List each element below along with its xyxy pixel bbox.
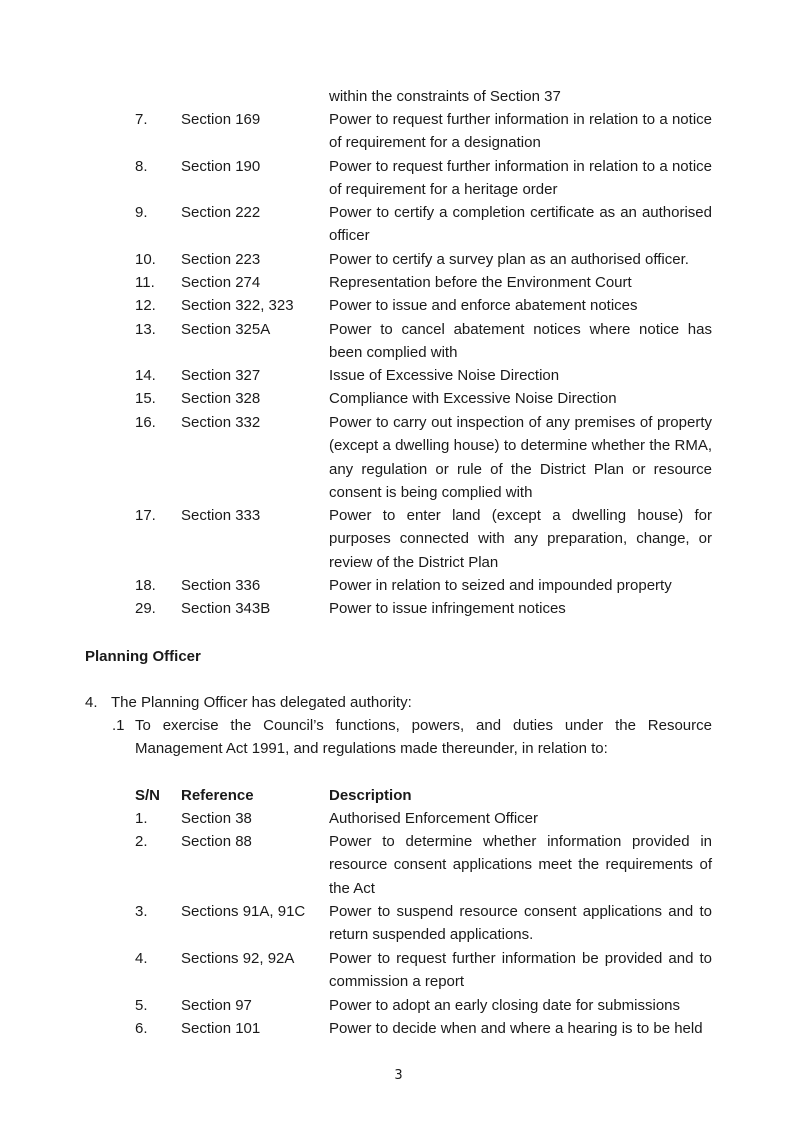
header-description: Description: [329, 787, 412, 804]
row-description: Power to determine whether information provided in resource consent applications meet the requirements of the Act: [329, 833, 712, 897]
row-description: Compliance with Excessive Noise Direction: [329, 390, 617, 407]
header-sn: S/N: [135, 787, 161, 804]
row-description: Power to decide when and where a hearing is to be held: [329, 1020, 703, 1037]
paragraph-text: The Planning Officer has delegated authority:: [111, 694, 412, 711]
row-reference: Section 190: [181, 158, 261, 175]
row-description: Representation before the Environment Court: [329, 274, 632, 291]
row-reference: Section 336: [181, 577, 261, 594]
page-number: 3: [394, 1068, 403, 1083]
row-description: Power in relation to seized and impounded property: [329, 577, 672, 594]
row-description: Power to request further information in relation to a notice of requirement for a designation: [329, 111, 712, 152]
row-number: 29.: [135, 600, 156, 617]
section-heading: Planning Officer: [85, 648, 201, 665]
row-number: 9.: [135, 204, 148, 221]
row-number: 15.: [135, 390, 156, 407]
row-reference: Section 328: [181, 390, 261, 407]
row-reference: Section 322, 323: [181, 297, 294, 314]
row-description: Issue of Excessive Noise Direction: [329, 367, 560, 384]
row-reference: Sections 91A, 91C: [181, 903, 306, 920]
row-reference: Section 222: [181, 204, 261, 221]
row-number: 16.: [135, 414, 156, 431]
header-reference: Reference: [181, 787, 254, 804]
row-description: Power to request further information be provided and to commission a report: [329, 950, 712, 991]
row-number: 8.: [135, 158, 148, 175]
row-description: Power to enter land (except a dwelling house) for purposes connected with any preparation, change, or review of the District Plan: [329, 507, 712, 571]
row-description: within the constraints of Section 37: [329, 88, 561, 105]
row-description: Power to suspend resource consent applications and to return suspended applications.: [329, 903, 712, 944]
row-reference: Section 169: [181, 111, 261, 128]
row-description: Power to cancel abatement notices where notice has been complied with: [329, 321, 712, 362]
row-number: 7.: [135, 111, 148, 128]
row-description: Power to request further information in relation to a notice of requirement for a heritage order: [329, 158, 712, 199]
row-reference: Section 333: [181, 507, 261, 524]
row-reference: Section 38: [181, 810, 252, 827]
row-number: 11.: [135, 274, 155, 291]
row-description: Power to issue infringement notices: [329, 600, 566, 617]
row-number: 6.: [135, 1020, 148, 1037]
sub-paragraph-number: .1: [112, 717, 125, 734]
row-reference: Section 97: [181, 997, 252, 1014]
row-number: 5.: [135, 997, 148, 1014]
row-number: 14.: [135, 367, 156, 384]
row-number: 1.: [135, 810, 148, 827]
row-reference: Sections 92, 92A: [181, 950, 295, 967]
row-number: 4.: [135, 950, 148, 967]
row-reference: Section 343B: [181, 600, 271, 617]
sub-paragraph-text: To exercise the Council’s functions, powers, and duties under the Resource Management Act 1991, and regulations made thereunder, in relation to:: [135, 717, 712, 758]
row-reference: Section 223: [181, 251, 261, 268]
paragraph-number: 4.: [85, 694, 98, 711]
row-description: Power to certify a completion certificate as an authorised officer: [329, 204, 712, 245]
row-reference: Section 332: [181, 414, 261, 431]
row-description: Power to certify a survey plan as an authorised officer.: [329, 251, 689, 268]
row-number: 12.: [135, 297, 156, 314]
row-number: 3.: [135, 903, 148, 920]
row-description: Authorised Enforcement Officer: [329, 810, 538, 827]
row-description: Power to carry out inspection of any premises of property (except a dwelling house) to determine whether the RMA, any regulation or rule of the District Plan or resource consent is being complied with: [329, 414, 712, 502]
row-number: 17.: [135, 507, 156, 524]
row-reference: Section 101: [181, 1020, 261, 1037]
row-number: 2.: [135, 833, 148, 850]
row-description: Power to issue and enforce abatement notices: [329, 297, 638, 314]
row-number: 13.: [135, 321, 156, 338]
row-reference: Section 325A: [181, 321, 271, 338]
row-number: 10.: [135, 251, 156, 268]
row-number: 18.: [135, 577, 156, 594]
row-reference: Section 327: [181, 367, 261, 384]
row-reference: Section 88: [181, 833, 252, 850]
row-description: Power to adopt an early closing date for submissions: [329, 997, 681, 1014]
row-reference: Section 274: [181, 274, 261, 291]
